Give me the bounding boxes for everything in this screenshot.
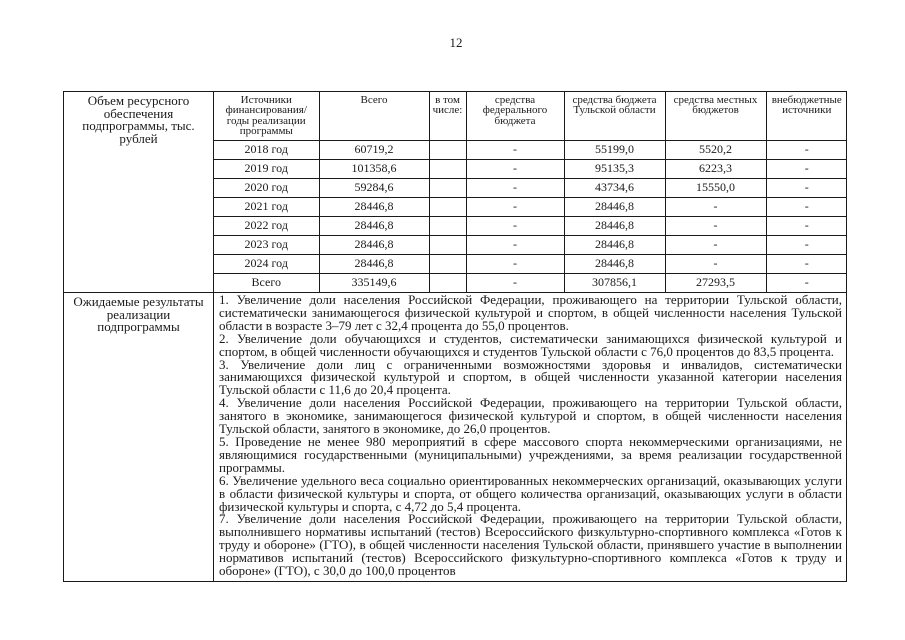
including-cell (429, 216, 466, 235)
year-cell: 2021 год (214, 197, 319, 216)
total-cell: 28446,8 (319, 216, 429, 235)
year-cell: 2022 год (214, 216, 319, 235)
federal-cell: - (466, 197, 564, 216)
federal-cell: - (466, 178, 564, 197)
regional-cell: 28446,8 (564, 197, 665, 216)
result-item: 7. Увеличение доли населения Российской Федерации, проживающего на территории Тульской области, выполнившего нормативы испытаний (тестов) Всероссийского физкультурно-спортивного комплекса «Готов к труду и обороне» (ГТО), в общей численности населения Тульской области, принявшего участие в выполнении нормативов испытаний (тестов) Всероссийского физкультурно-спортивного комплекса «Готов к труду и обороне» (ГТО), с 30,0 до 100,0 процентов (219, 511, 842, 579)
financing-table (214, 92, 847, 292)
including-cell (429, 235, 466, 254)
regional-cell: 307856,1 (564, 273, 665, 292)
financing-row-2023 (214, 235, 847, 254)
federal-cell: - (466, 254, 564, 273)
financing-row-2022 (214, 216, 847, 235)
regional-cell: 43734,6 (564, 178, 665, 197)
header-sources: Источники финансирования/ годы реализации программы (214, 92, 319, 140)
financing-row-total (214, 273, 847, 292)
financing-row-2020 (214, 178, 847, 197)
extrabudgetary-cell: - (766, 197, 847, 216)
extrabudgetary-cell: - (766, 254, 847, 273)
resource-content (214, 92, 847, 293)
resource-row (64, 92, 847, 293)
regional-cell: 55199,0 (564, 140, 665, 159)
extrabudgetary-cell: - (766, 178, 847, 197)
local-cell: 15550,0 (665, 178, 766, 197)
year-cell: 2018 год (214, 140, 319, 159)
extrabudgetary-cell: - (766, 159, 847, 178)
federal-cell: - (466, 159, 564, 178)
including-cell (429, 254, 466, 273)
total-cell: 101358,6 (319, 159, 429, 178)
results-label: Ожидаемые результаты реализации подпрограммы (64, 293, 214, 582)
year-cell: 2019 год (214, 159, 319, 178)
result-item: 1. Увеличение доли населения Российской Федерации, проживающего на территории Тульской области, систематически занимающегося физической культурой и спортом, в общей численности населения Тульской области в возрасте 3–79 лет с 32,4 процента до 55,0 процентов. (219, 292, 842, 333)
resource-label: Объем ресурсного обеспечения подпрограммы, тыс. рублей (64, 92, 214, 293)
local-cell: 6223,3 (665, 159, 766, 178)
header-extrabudgetary: внебюджетные источники (766, 92, 847, 140)
local-cell: 27293,5 (665, 273, 766, 292)
local-cell: - (665, 235, 766, 254)
extrabudgetary-cell: - (766, 273, 847, 292)
header-total: Всего (319, 92, 429, 140)
extrabudgetary-cell: - (766, 235, 847, 254)
regional-cell: 95135,3 (564, 159, 665, 178)
result-item: 2. Увеличение доли обучающихся и студентов, систематически занимающихся физической культурой и спортом, в общей численности обучающихся и студентов Тульской области с 76,0 процентов до 83,5 процента. (219, 330, 842, 359)
financing-row-2019 (214, 159, 847, 178)
page-number: 12 (449, 35, 463, 50)
extrabudgetary-cell: - (766, 216, 847, 235)
local-cell: - (665, 254, 766, 273)
total-cell: 28446,8 (319, 197, 429, 216)
year-cell: 2023 год (214, 235, 319, 254)
including-cell (429, 159, 466, 178)
header-local: средства местных бюджетов (665, 92, 766, 140)
including-cell (429, 197, 466, 216)
extrabudgetary-cell: - (766, 140, 847, 159)
including-cell (429, 178, 466, 197)
including-cell (429, 140, 466, 159)
including-cell (429, 273, 466, 292)
total-cell: 59284,6 (319, 178, 429, 197)
regional-cell: 28446,8 (564, 235, 665, 254)
result-item: 6. Увеличение удельного веса социально ориентированных некоммерческих организаций, оказывающих услуги в области физической культуры и спорта, от общего количества организаций, оказывающих услуги в области физической культуры и спорта, с 4,72 до 5,4 процента. (219, 472, 842, 514)
results-list (214, 293, 847, 582)
financing-row-2018 (214, 140, 847, 159)
year-cell: 2024 год (214, 254, 319, 273)
federal-cell: - (466, 216, 564, 235)
header-regional: средства бюджета Тульской области (564, 92, 665, 140)
federal-cell: - (466, 140, 564, 159)
local-cell: - (665, 197, 766, 216)
regional-cell: 28446,8 (564, 254, 665, 273)
header-including: в том числе: (429, 92, 466, 140)
regional-cell: 28446,8 (564, 216, 665, 235)
federal-cell: - (466, 235, 564, 254)
result-item: 5. Проведение не менее 980 мероприятий в сфере массового спорта некоммерческими организациями, не являющимися государственными (муниципальными) учреждениями, за время реализации государственной программы. (219, 433, 842, 475)
result-item: 4. Увеличение доли населения Российской Федерации, проживающего на территории Тульской области, занятого в экономике, занимающегося физической культурой и спортом, в общей численности населения Тульской области, занятого в экономике, до 26,0 процентов. (219, 395, 842, 437)
results-row (64, 293, 847, 582)
subprogram-passport-table (63, 91, 847, 582)
header-federal: средства федерального бюджета (466, 92, 564, 140)
financing-row-2021 (214, 197, 847, 216)
total-cell: 28446,8 (319, 235, 429, 254)
total-cell: 335149,6 (319, 273, 429, 292)
financing-header-row (214, 92, 847, 140)
local-cell: 5520,2 (665, 140, 766, 159)
total-cell: 60719,2 (319, 140, 429, 159)
local-cell: - (665, 216, 766, 235)
federal-cell: - (466, 273, 564, 292)
year-cell: Всего (214, 273, 319, 292)
total-cell: 28446,8 (319, 254, 429, 273)
year-cell: 2020 год (214, 178, 319, 197)
financing-row-2024 (214, 254, 847, 273)
result-item: 3. Увеличение доли лиц с ограниченными возможностями здоровья и инвалидов, систематически занимающихся физической культурой и спортом, в общей численности указанной категории населения Тульской области с 11,6 до 20,4 процента. (219, 356, 842, 398)
